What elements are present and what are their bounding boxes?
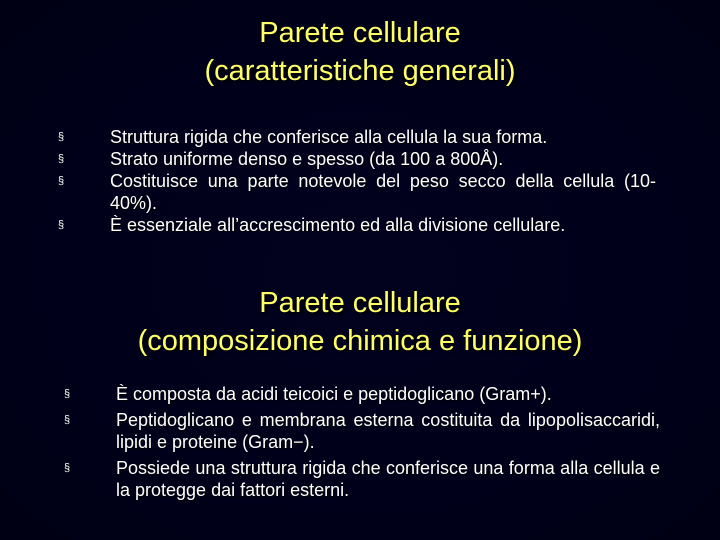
list-item xyxy=(64,409,660,453)
section2-title-line1: Parete cellulare xyxy=(259,287,461,319)
section1-title xyxy=(0,14,720,90)
bullet-marker-icon: § xyxy=(58,219,65,231)
list-item xyxy=(58,148,656,170)
bullet-text: Possiede una struttura rigida che conferisce una forma alla cellula e la protegge dai fattori esterni. xyxy=(116,458,660,500)
list-item xyxy=(58,170,656,214)
bullet-text: Struttura rigida che conferisce alla cellula la sua forma. xyxy=(110,127,548,147)
bullet-marker-icon: § xyxy=(58,131,65,143)
list-item xyxy=(64,383,660,405)
bullet-text: Peptidoglicano e membrana esterna costituita da lipopolisaccaridi, lipidi e proteine (Gram−). xyxy=(116,410,660,452)
bullet-text: È essenziale all’accrescimento ed alla divisione cellulare. xyxy=(110,215,566,235)
section2-bullet-list xyxy=(64,383,660,505)
bullet-marker-icon: § xyxy=(58,175,65,187)
list-item xyxy=(58,126,656,148)
section2-title xyxy=(0,284,720,360)
section1-title-line1: Parete cellulare xyxy=(259,17,461,49)
bullet-marker-icon: § xyxy=(64,388,71,400)
list-item xyxy=(64,457,660,501)
bullet-marker-icon: § xyxy=(64,414,71,426)
bullet-text: Strato uniforme denso e spesso (da 100 a 800Å). xyxy=(110,149,504,169)
bullet-text: È composta da acidi teicoici e peptidoglicano (Gram+). xyxy=(116,384,552,404)
section1-bullet-list xyxy=(58,126,656,236)
section2-title-line2: (composizione chimica e funzione) xyxy=(137,325,583,357)
bullet-marker-icon: § xyxy=(64,462,71,474)
section1-title-line2: (caratteristiche generali) xyxy=(204,55,516,87)
list-item xyxy=(58,214,656,236)
bullet-marker-icon: § xyxy=(58,153,65,165)
bullet-text: Costituisce una parte notevole del peso secco della cellula (10-40%). xyxy=(110,171,656,213)
